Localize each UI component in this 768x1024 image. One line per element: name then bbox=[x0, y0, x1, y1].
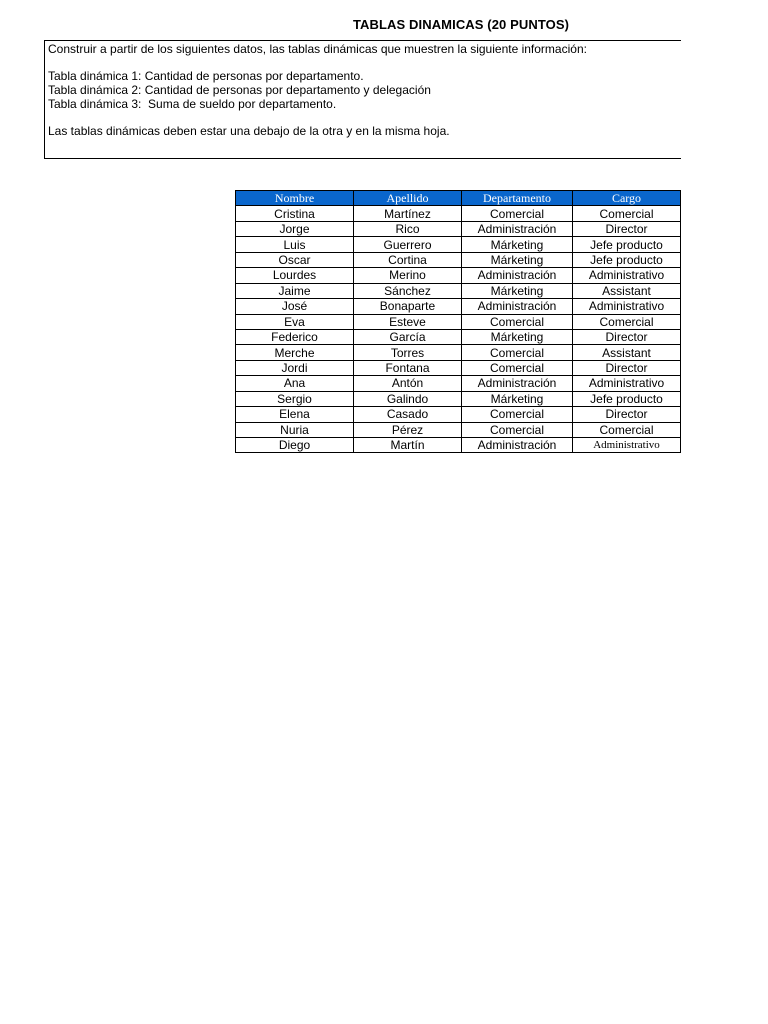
cell-cargo: Jefe producto bbox=[573, 237, 681, 252]
table-row bbox=[236, 422, 681, 437]
table-row bbox=[236, 237, 681, 252]
table-row bbox=[236, 283, 681, 298]
cell-nombre: Diego bbox=[236, 438, 354, 453]
cell-departamento: Comercial bbox=[462, 314, 573, 329]
instructions-item-1: Tabla dinámica 1: Cantidad de personas por departamento. bbox=[48, 69, 364, 84]
cell-departamento: Administración bbox=[462, 221, 573, 236]
cell-apellido: Pérez bbox=[354, 422, 462, 437]
cell-departamento: Comercial bbox=[462, 360, 573, 375]
cell-apellido: Cortina bbox=[354, 252, 462, 267]
table-row bbox=[236, 345, 681, 360]
cell-cargo: Jefe producto bbox=[573, 252, 681, 267]
instructions-spacer bbox=[48, 57, 681, 71]
cell-cargo: Comercial bbox=[573, 206, 681, 221]
table-row bbox=[236, 329, 681, 344]
cell-departamento: Márketing bbox=[462, 283, 573, 298]
cell-cargo: Assistant bbox=[573, 345, 681, 360]
table-row bbox=[236, 299, 681, 314]
cell-departamento: Administración bbox=[462, 268, 573, 283]
cell-cargo: Director bbox=[573, 360, 681, 375]
table-row bbox=[236, 376, 681, 391]
instructions-note: Las tablas dinámicas deben estar una debajo de la otra y en la misma hoja. bbox=[48, 124, 450, 139]
cell-nombre: Lourdes bbox=[236, 268, 354, 283]
cell-apellido: Fontana bbox=[354, 360, 462, 375]
cell-apellido: Merino bbox=[354, 268, 462, 283]
cell-cargo: Director bbox=[573, 407, 681, 422]
table-row bbox=[236, 252, 681, 267]
cell-nombre: Jordi bbox=[236, 360, 354, 375]
table-row bbox=[236, 221, 681, 236]
cell-apellido: Martín bbox=[354, 438, 462, 453]
instructions-box bbox=[44, 40, 681, 159]
instructions-item-3: Tabla dinámica 3: Suma de sueldo por departamento. bbox=[48, 96, 337, 111]
cell-apellido: Bonaparte bbox=[354, 299, 462, 314]
table-row bbox=[236, 391, 681, 406]
cell-nombre: Nuria bbox=[236, 422, 354, 437]
cell-departamento: Márketing bbox=[462, 391, 573, 406]
cell-nombre: Sergio bbox=[236, 391, 354, 406]
cell-departamento: Márketing bbox=[462, 252, 573, 267]
cell-nombre: Cristina bbox=[236, 206, 354, 221]
cell-nombre: Elena bbox=[236, 407, 354, 422]
cell-nombre: Jaime bbox=[236, 283, 354, 298]
cell-cargo: Administrativo bbox=[573, 268, 681, 283]
table-row bbox=[236, 268, 681, 283]
cell-departamento: Administración bbox=[462, 438, 573, 453]
page-title: TABLAS DINAMICAS (20 PUNTOS) bbox=[352, 17, 570, 32]
cell-nombre: Eva bbox=[236, 314, 354, 329]
cell-apellido: Torres bbox=[354, 345, 462, 360]
cell-departamento: Comercial bbox=[462, 422, 573, 437]
table-header-row bbox=[236, 191, 681, 206]
cell-apellido: García bbox=[354, 329, 462, 344]
cell-apellido: Sánchez bbox=[354, 283, 462, 298]
cell-departamento: Márketing bbox=[462, 237, 573, 252]
cell-nombre: Luis bbox=[236, 237, 354, 252]
cell-cargo: Director bbox=[573, 221, 681, 236]
cell-apellido: Rico bbox=[354, 221, 462, 236]
cell-departamento: Administración bbox=[462, 299, 573, 314]
cell-apellido: Casado bbox=[354, 407, 462, 422]
cell-nombre: Jorge bbox=[236, 221, 354, 236]
cell-apellido: Galindo bbox=[354, 391, 462, 406]
cell-nombre: Ana bbox=[236, 376, 354, 391]
table-row bbox=[236, 314, 681, 329]
table-row bbox=[236, 438, 681, 453]
column-header-apellido: Apellido bbox=[354, 191, 462, 206]
cell-apellido: Martínez bbox=[354, 206, 462, 221]
instructions-intro: Construir a partir de los siguientes datos, las tablas dinámicas que muestren la siguiente información: bbox=[48, 42, 587, 56]
cell-cargo: Comercial bbox=[573, 314, 681, 329]
cell-nombre: José bbox=[236, 299, 354, 314]
cell-cargo: Jefe producto bbox=[573, 391, 681, 406]
cell-departamento: Márketing bbox=[462, 329, 573, 344]
cell-apellido: Antón bbox=[354, 376, 462, 391]
cell-nombre: Federico bbox=[236, 329, 354, 344]
employees-table bbox=[235, 190, 681, 453]
cell-cargo: Assistant bbox=[573, 283, 681, 298]
table-row bbox=[236, 360, 681, 375]
cell-departamento: Administración bbox=[462, 376, 573, 391]
column-header-cargo: Cargo bbox=[573, 191, 681, 206]
instructions-spacer bbox=[48, 111, 681, 125]
column-header-departamento: Departamento bbox=[462, 191, 573, 206]
cell-nombre: Merche bbox=[236, 345, 354, 360]
cell-departamento: Comercial bbox=[462, 206, 573, 221]
table-row bbox=[236, 407, 681, 422]
column-header-nombre: Nombre bbox=[236, 191, 354, 206]
cell-departamento: Comercial bbox=[462, 407, 573, 422]
cell-cargo: Comercial bbox=[573, 422, 681, 437]
table-row bbox=[236, 206, 681, 221]
cell-departamento: Comercial bbox=[462, 345, 573, 360]
cell-nombre: Oscar bbox=[236, 252, 354, 267]
cell-cargo: Director bbox=[573, 329, 681, 344]
instructions-item-2: Tabla dinámica 2: Cantidad de personas por departamento y delegación bbox=[48, 83, 431, 98]
cell-cargo: Administrativo bbox=[573, 438, 681, 453]
cell-cargo: Administrativo bbox=[573, 376, 681, 391]
cell-apellido: Esteve bbox=[354, 314, 462, 329]
cell-apellido: Guerrero bbox=[354, 237, 462, 252]
cell-cargo: Administrativo bbox=[573, 299, 681, 314]
